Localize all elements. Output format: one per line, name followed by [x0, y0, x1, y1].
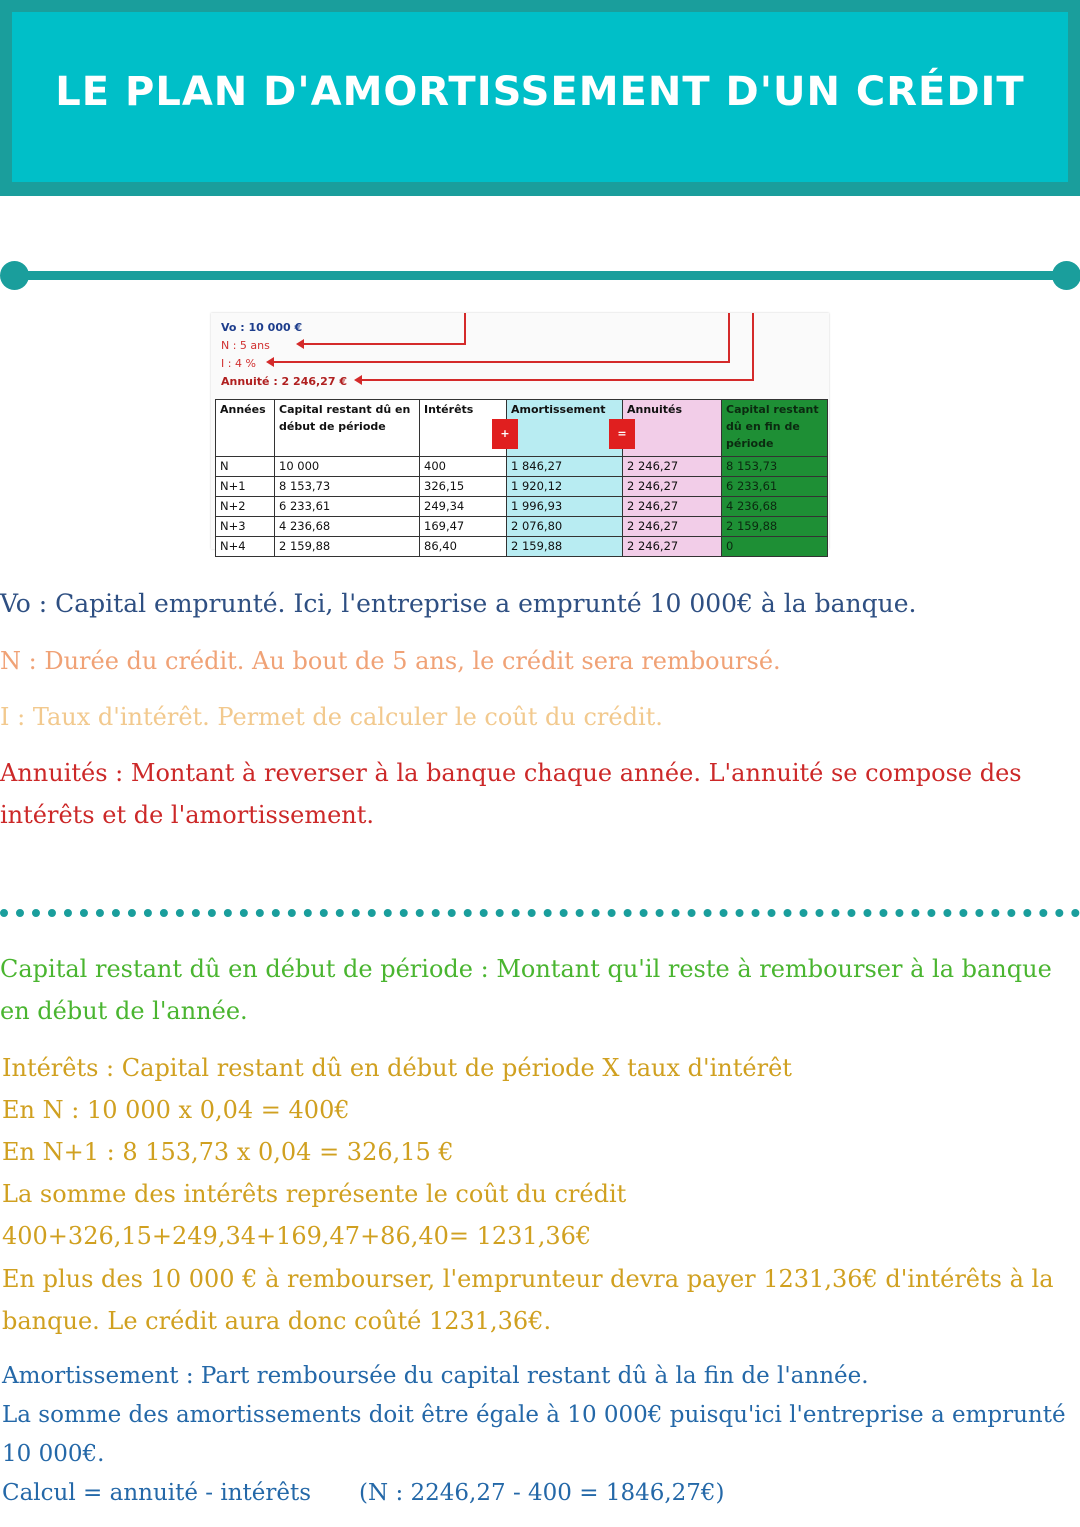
table-row [216, 497, 828, 517]
page-title: LE PLAN D'AMORTISSEMENT D'UN CRÉDIT [55, 69, 1025, 115]
cell-capital-fin: 0 [722, 537, 828, 557]
table-header-row [216, 400, 828, 457]
arrow-annuite-vline [752, 313, 754, 381]
table-row [216, 477, 828, 497]
header-capital-debut: Capital restant dû en début de période [275, 400, 420, 457]
cell-annuite: 2 246,27 [623, 477, 722, 497]
header-amortissement [507, 400, 627, 457]
amortissement-calc-formula: Calcul = annuité - intérêts [2, 1480, 312, 1506]
divider-dot-left [0, 261, 29, 290]
param-i: I : 4 % [221, 357, 256, 370]
cell-interets: 249,34 [420, 497, 507, 517]
cell-annuite: 2 246,27 [623, 537, 722, 557]
cell-amortissement: 1 996,93 [507, 497, 623, 517]
header-amortissement-label: Amortissement [511, 403, 606, 416]
dotted-divider [0, 909, 1080, 917]
cell-capital-debut: 8 153,73 [275, 477, 420, 497]
cell-annuite: 2 246,27 [623, 517, 722, 537]
cell-annee: N+4 [216, 537, 275, 557]
interets-example-n1: En N+1 : 8 153,73 x 0,04 = 326,15 € [2, 1138, 454, 1166]
arrow-n [303, 343, 465, 345]
cell-capital-fin: 8 153,73 [722, 457, 828, 477]
amortissement-definition: Amortissement : Part remboursée du capital restant dû à la fin de l'année. [2, 1363, 869, 1389]
table-body [216, 457, 828, 557]
interets-conclusion: En plus des 10 000 € à rembourser, l'emprunteur devra payer 1231,36€ d'intérêts à la banque. Le crédit aura donc coûté 1231,36€. [2, 1265, 1054, 1335]
cell-interets: 169,47 [420, 517, 507, 537]
header-interets-label: Intérêts [424, 403, 474, 416]
title-banner [0, 0, 1080, 196]
param-n: N : 5 ans [221, 339, 270, 352]
equal-sign: = [609, 419, 635, 449]
cell-capital-debut: 2 159,88 [275, 537, 420, 557]
amortissement-sum: La somme des amortissements doit être égale à 10 000€ puisqu'ici l'entreprise a emprunté 10 000€. [2, 1402, 1066, 1467]
header-capital-fin: Capital restant dû en fin de période [722, 400, 828, 457]
param-annuite: Annuité : 2 246,27 € [221, 375, 347, 388]
table-row [216, 517, 828, 537]
loan-parameters [221, 319, 347, 391]
interets-sum-label: La somme des intérêts représente le coût du crédit [2, 1180, 627, 1208]
interets-definition: Intérêts : Capital restant dû en début de période X taux d'intérêt [2, 1054, 792, 1082]
table-row [216, 537, 828, 557]
arrow-i [273, 361, 729, 363]
interets-example-n: En N : 10 000 x 0,04 = 400€ [2, 1096, 350, 1124]
definition-annuites: Annuités : Montant à reverser à la banque chaque année. L'annuité se compose des intérêts et de l'amortissement. [0, 759, 1022, 829]
cell-annuite: 2 246,27 [623, 457, 722, 477]
cell-capital-debut: 10 000 [275, 457, 420, 477]
arrow-n-vline [464, 313, 466, 345]
cell-annee: N+1 [216, 477, 275, 497]
definition-n: N : Durée du crédit. Au bout de 5 ans, le crédit sera remboursé. [0, 647, 781, 675]
plus-sign: + [492, 419, 518, 449]
cell-interets: 86,40 [420, 537, 507, 557]
amortissement-calc-example: (N : 2246,27 - 400 = 1846,27€) [359, 1480, 725, 1506]
title-inner [12, 12, 1068, 182]
cell-capital-fin: 2 159,88 [722, 517, 828, 537]
amortissement-calc [2, 1474, 725, 1513]
cell-annuite: 2 246,27 [623, 497, 722, 517]
cell-interets: 400 [420, 457, 507, 477]
cell-capital-debut: 6 233,61 [275, 497, 420, 517]
cell-capital-debut: 4 236,68 [275, 517, 420, 537]
cell-annee: N+3 [216, 517, 275, 537]
cell-capital-fin: 4 236,68 [722, 497, 828, 517]
cell-capital-fin: 6 233,61 [722, 477, 828, 497]
arrow-i-vline [728, 313, 730, 363]
param-vo: Vo : 10 000 € [221, 321, 303, 334]
arrow-annuite [361, 379, 753, 381]
divider-line [12, 271, 1068, 280]
definition-vo: Vo : Capital emprunté. Ici, l'entreprise a emprunté 10 000€ à la banque. [0, 589, 917, 618]
header-annees: Années [216, 400, 275, 457]
cell-amortissement: 2 076,80 [507, 517, 623, 537]
header-interets [420, 400, 510, 457]
cell-annee: N [216, 457, 275, 477]
cell-interets: 326,15 [420, 477, 507, 497]
header-annuites: Annuités [623, 400, 722, 457]
cell-amortissement: 1 846,27 [507, 457, 623, 477]
cell-annee: N+2 [216, 497, 275, 517]
cell-amortissement: 2 159,88 [507, 537, 623, 557]
definition-capital: Capital restant dû en début de période : Montant qu'il reste à rembourser à la banque en début de l'année. [0, 955, 1052, 1025]
cell-amortissement: 1 920,12 [507, 477, 623, 497]
interets-sum-formula: 400+326,15+249,34+169,47+86,40= 1231,36€ [2, 1222, 592, 1250]
definition-i: I : Taux d'intérêt. Permet de calculer le coût du crédit. [0, 703, 663, 731]
amortization-table-photo [211, 313, 829, 553]
table-row [216, 457, 828, 477]
amortization-table [215, 399, 828, 557]
divider-dot-right [1052, 261, 1080, 290]
